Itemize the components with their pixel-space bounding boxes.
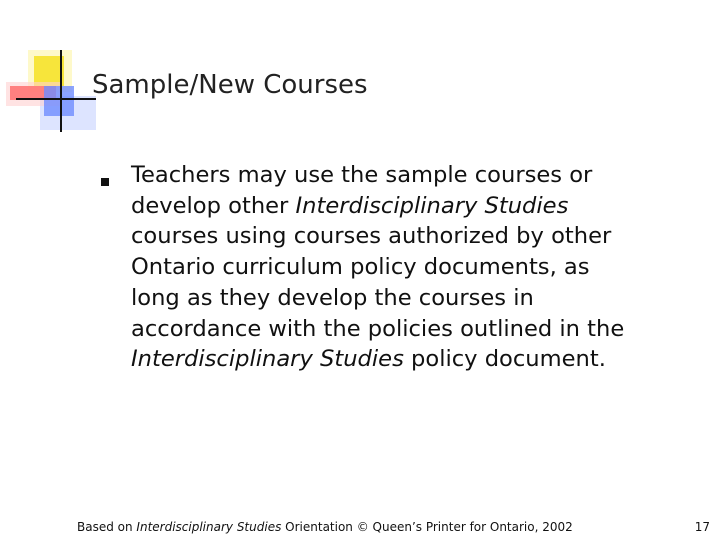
slide-title: Sample/New Courses [92,70,368,100]
page-number: 17 [694,520,710,534]
logo-blue-square [44,86,74,116]
bullet-line: Ontario curriculum policy documents, as [131,254,590,281]
bullet-text [131,160,671,375]
bullet-line: Teachers may use the sample courses or [131,162,593,188]
corner-logo-graphic [0,0,100,140]
bullet-line: Interdisciplinary Studies policy document. [131,346,606,373]
logo-horizontal-line [16,98,96,100]
footer-credit: Based on Interdisciplinary Studies Orientation © Queen’s Printer for Ontario, 2002 [77,520,573,534]
logo-vertical-line [60,50,62,132]
bullet-line: accordance with the policies outlined in the [131,315,625,342]
bullet-line: courses using courses authorized by other [131,223,612,250]
bullet-square-icon [101,178,109,186]
bullet-line: long as they develop the courses in [131,284,534,311]
bullet-line: develop other Interdisciplinary Studies [131,192,569,219]
